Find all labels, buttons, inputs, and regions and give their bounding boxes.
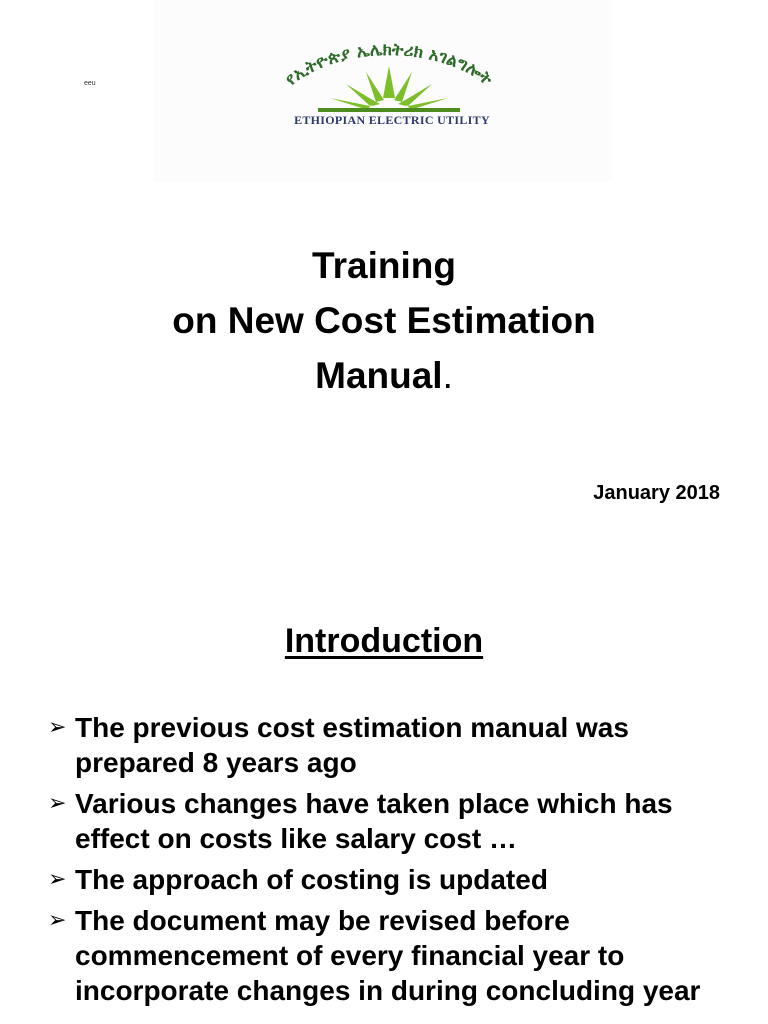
bullet-text: The approach of costing is updated <box>75 864 548 895</box>
arrow-bullet-icon: ➢ <box>48 867 67 892</box>
title-line-3-text: Manual <box>315 355 443 396</box>
title-line-1: Training <box>312 245 456 286</box>
introduction-slide <box>0 600 768 1024</box>
logo-area <box>154 0 612 182</box>
amharic-arc-text: የኢትዮጵያ ኤሌክትሪክ አገልግሎት <box>281 40 497 90</box>
bullet-text: Various changes have taken place which has effect on costs like salary cost … <box>75 788 673 854</box>
list-item <box>48 862 738 897</box>
introduction-heading-text: Introduction <box>284 622 484 660</box>
introduction-heading <box>0 622 768 661</box>
title-period: . <box>442 355 453 396</box>
arrow-bullet-icon: ➢ <box>48 791 67 816</box>
bullet-list <box>48 710 738 1014</box>
list-item <box>48 710 738 780</box>
sunburst-icon <box>318 66 460 112</box>
slide-title <box>0 238 768 403</box>
arrow-bullet-icon: ➢ <box>48 908 67 933</box>
eeu-tag: eeu <box>84 80 96 87</box>
title-line-3 <box>0 348 768 403</box>
title-line-2: on New Cost Estimation <box>172 300 596 341</box>
presentation-date: January 2018 <box>593 482 720 504</box>
arrow-bullet-icon: ➢ <box>48 715 67 740</box>
bullet-text: The previous cost estimation manual was prepared 8 years ago <box>75 712 629 778</box>
bullet-text: The document may be revised before commencement of every financial year to incorporate changes in during concluding year <box>75 905 701 1006</box>
list-item <box>48 903 738 1008</box>
organization-name: ETHIOPIAN ELECTRIC UTILITY <box>294 113 490 127</box>
list-item <box>48 786 738 856</box>
